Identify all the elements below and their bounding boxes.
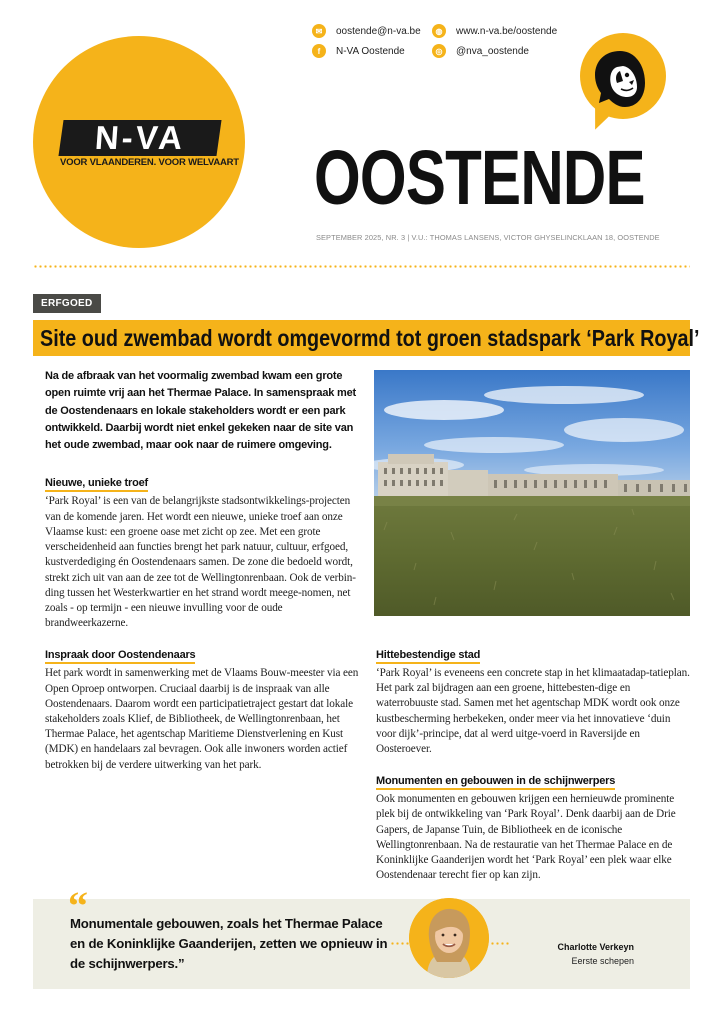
mail-icon: ✉ <box>312 24 326 38</box>
section-title: Monumenten en gebouwen in de schijnwerpers <box>376 774 615 790</box>
contact-facebook[interactable] <box>312 44 405 58</box>
section-body: Ook monumenten en gebouwen krijgen een hernieuwde prominente plek bij de ontwikkeling van ‘Park Royal’. Denk daarbij aan de Drie Gapers, de Japanse Tuin, de Bibliotheek en de iconische Wellingtonrenbaan. Na de restauratie van het Thermae Palace en de Koninklijke Gaanderijen wordt het ‘Park Royal’ een plek waar elke Oostendenaar terecht fier op kan zijn. <box>376 793 676 882</box>
section-body: Het park wordt in samenwerking met de Vlaams Bouw-meester via een Open Oproep ontworpen. Cruciaal daarbij is de inspraak van alle Oostendenaars. Daarom wordt een participatietraject gestart dat lokale stakeholders zoals Klief, de Bibliotheek, de Wellingtonrenbaan, het Thermae Palace, het agentschap Maritieme Dienstverlening en Kust (MDK) en handelaars zal bevragen. Ook alle inwoners worden actief betrokken bij de verdere uitwerking van het park. <box>45 667 359 771</box>
dotted-divider <box>33 265 690 268</box>
person-role: Eerste schepen <box>571 956 634 966</box>
quote-dots-right <box>490 942 510 945</box>
portrait-avatar <box>409 898 489 978</box>
contact-email[interactable] <box>312 24 421 38</box>
globe-icon: ◍ <box>432 24 446 38</box>
issue-line: SEPTEMBER 2025, NR. 3 | V.U.: THOMAS LANSENS, VICTOR GHYSELINCKLAAN 18, OOSTENDE <box>316 233 660 242</box>
logo-circle <box>33 36 245 248</box>
quote-text: Monumentale gebouwen, zoals het Thermae Palace en de Koninklijke Gaanderijen, zetten we opnieuw in de schijnwerpers.” <box>70 916 388 971</box>
section-body: ‘Park Royal’ is eveneens een concrete stap in het klimaatadap-tatieplan. Het park zal bijdragen aan een groene, hittebesten-dige en waterrobuuste stad. Samen met het agentschap MDK wordt ook onze kustbescherming herbekeken, onder meer via het innovatieve ‘duin voor dijk’-principe, dat al werd uitge-voerd in Raversijde en Oosteroever. <box>376 667 690 756</box>
right-column <box>376 645 692 883</box>
logo-tagline: VOOR VLAANDEREN. VOOR WELVAART <box>60 157 239 168</box>
section-title: Inspraak door Oostendenaars <box>45 648 195 664</box>
contact-facebook-text: N-VA Oostende <box>336 45 405 57</box>
contact-instagram[interactable] <box>432 44 529 58</box>
contact-website-text: www.n-va.be/oostende <box>456 25 558 37</box>
category-badge: ERFGOED <box>33 294 101 313</box>
section-title: Nieuwe, unieke troef <box>45 476 148 492</box>
article-headline: Site oud zwembad wordt omgevormd tot groen stadspark ‘Park Royal’ <box>40 325 700 351</box>
logo-text: N-VA <box>93 119 187 156</box>
city-title: OOSTENDE <box>314 135 645 221</box>
article-photo <box>374 370 690 616</box>
contact-instagram-text: @nva_oostende <box>456 45 529 57</box>
person-name: Charlotte Verkeyn <box>557 942 634 952</box>
nva-logo <box>58 120 221 156</box>
section-title: Hittebestendige stad <box>376 648 480 664</box>
instagram-icon: ◎ <box>432 44 446 58</box>
quote-mark-icon: “ <box>68 883 88 928</box>
facebook-icon: f <box>312 44 326 58</box>
contact-website[interactable] <box>432 24 557 38</box>
article-lead: Na de afbraak van het voormalig zwembad kwam een grote open ruimte vrij aan het Thermae Palace. In samenspraak met de Oostendenaars en lokale stakeholders wordt er een park ontwikkeld. Daarbij wordt niet enkel gekeken naar de site van het oude zwembad, maar ook naar de ruimere omgeving. <box>45 370 356 452</box>
section-body: ‘Park Royal’ is een van de belangrijkste stadsontwikkelings-projecten van de komende jaren. Het wordt een nieuwe, unieke troef aan onze Vlaamse kust: een groene oase met zicht op zee. Met een grote verscheidenheid aan functies brengt het park natuur, cultuur, erfgoed, kustverdediging én Oostendenaars samen. De zone die bedoeld wordt, strekt zich uit van aan de zee tot de Wellingtonrenbaan. Ook de verbin-ding tussen het Westerkwartier en het strand wordt meege-nomen, net zoals - op termijn - een nieuwe invulling voor de oude brandweerkazerne. <box>45 495 356 630</box>
left-column <box>45 368 361 773</box>
contact-info <box>312 24 572 64</box>
lion-icon <box>587 47 653 113</box>
contact-email-text: oostende@n-va.be <box>336 25 421 37</box>
quote-dots-left <box>390 942 410 945</box>
